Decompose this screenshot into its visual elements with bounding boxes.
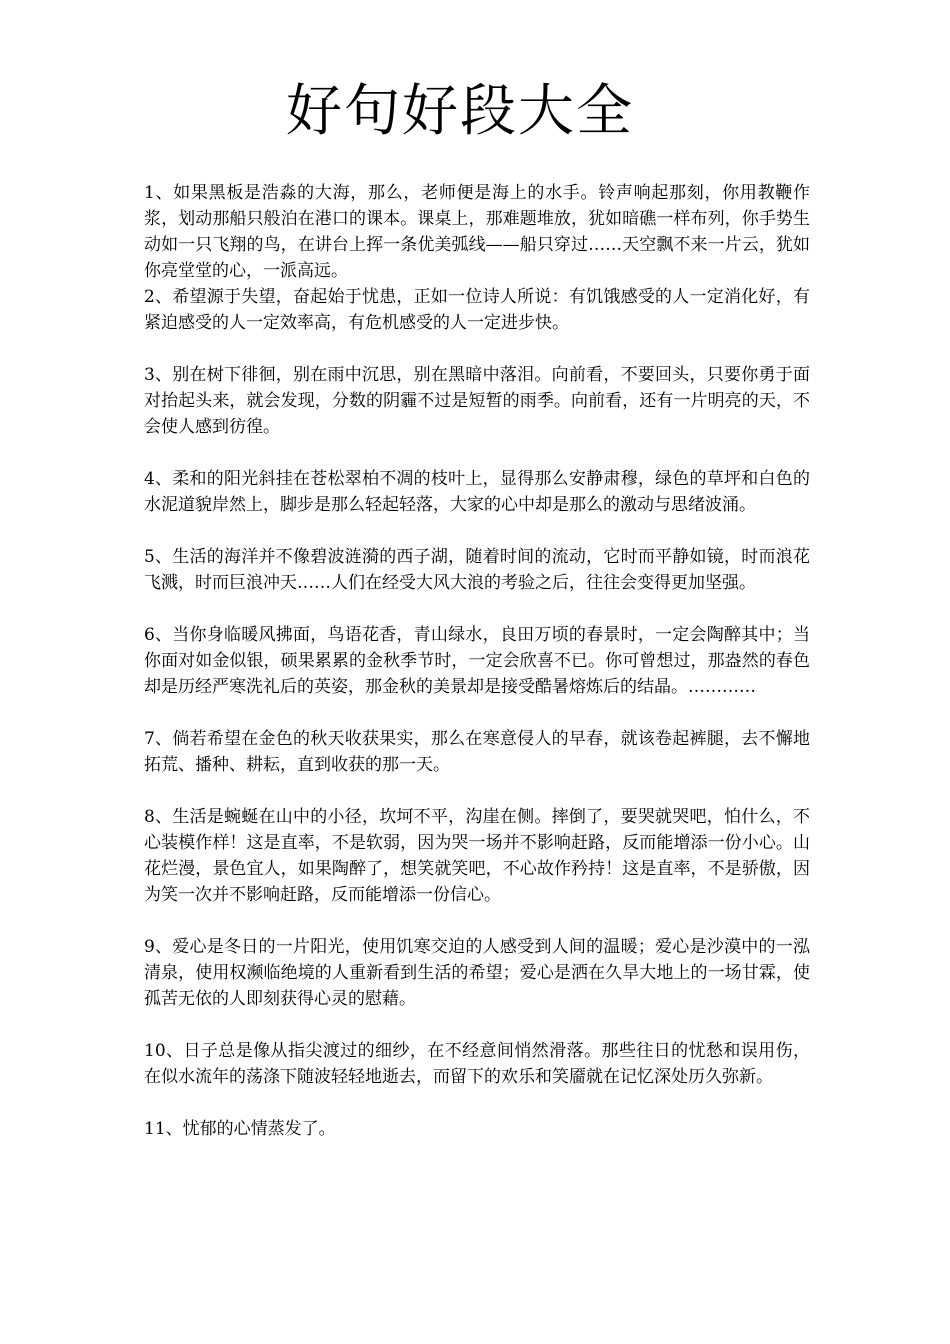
document-title: 好句好段大全 — [286, 79, 634, 144]
paragraph-4: 4、柔和的阳光斜挂在苍松翠柏不凋的枝叶上，显得那么安静肃穆，绿色的草坪和白色的水泥道貌岸然上，脚步是那么轻起轻落，大家的心中却是那么的激动与思绪波涌。 — [144, 469, 810, 515]
document-body — [144, 180, 810, 1168]
paragraph-8: 8、生活是蜿蜒在山中的小径，坎坷不平，沟崖在侧。摔倒了，要哭就哭吧，怕什么，不心装模作样！这是直率，不是软弱，因为哭一场并不影响赶路，反而能增添一份小心。山花烂漫，景色宜人，如果陶醉了，想笑就笑吧，不心故作矜持！这是直率，不是骄傲，因为笑一次并不影响赶路，反而能增添一份信心。 — [144, 807, 810, 905]
paragraph-6: 6、当你身临暖风拂面，鸟语花香，青山绿水，良田万顷的春景时，一定会陶醉其中；当你面对如金似银，硕果累累的金秋季节时，一定会欣喜不已。你可曾想过，那盎然的春色却是历经严寒洗礼后的英姿，那金秋的美景却是接受酷暑熔炼后的结晶。………… — [144, 625, 810, 697]
paragraph-10: 10、日子总是像从指尖渡过的细纱，在不经意间悄然滑落。那些往日的忧愁和误用伤，在似水流年的荡涤下随波轻轻地逝去，而留下的欢乐和笑靥就在记忆深处历久弥新。 — [144, 1041, 810, 1087]
paragraph-1: 1、如果黑板是浩淼的大海，那么，老师便是海上的水手。铃声响起那刻，你用教鞭作浆，划动那船只般泊在港口的课本。课桌上，那难题堆放，犹如暗礁一样布列，你手势生动如一只飞翔的鸟，在讲台上挥一条优美弧线——船只穿过……天空飘不来一片云，犹如你亮堂堂的心，一派高远。 — [144, 183, 810, 281]
paragraph-2: 2、希望源于失望，奋起始于忧患，正如一位诗人所说：有饥饿感受的人一定消化好，有紧迫感受的人一定效率高，有危机感受的人一定进步快。 — [144, 287, 810, 333]
paragraph-5: 5、生活的海洋并不像碧波涟漪的西子湖，随着时间的流动，它时而平静如镜，时而浪花飞溅，时而巨浪冲天……人们在经受大风大浪的考验之后，往往会变得更加坚强。 — [144, 547, 810, 593]
paragraph-7: 7、倘若希望在金色的秋天收获果实，那么在寒意侵人的早春，就该卷起裤腿，去不懈地拓荒、播种、耕耘，直到收获的那一天。 — [144, 729, 810, 775]
paragraph-3: 3、别在树下徘徊，别在雨中沉思，别在黑暗中落泪。向前看，不要回头，只要你勇于面对抬起头来，就会发现，分数的阴霾不过是短暂的雨季。向前看，还有一片明亮的天，不会使人感到彷徨。 — [144, 365, 810, 437]
paragraph-9: 9、爱心是冬日的一片阳光，使用饥寒交迫的人感受到人间的温暖；爱心是沙漠中的一泓清泉，使用权濒临绝境的人重新看到生活的希望；爱心是洒在久旱大地上的一场甘霖，使孤苦无依的人即刻获得心灵的慰藉。 — [144, 937, 810, 1009]
paragraph-11: 11、忧郁的心情蒸发了。 — [144, 1119, 336, 1139]
